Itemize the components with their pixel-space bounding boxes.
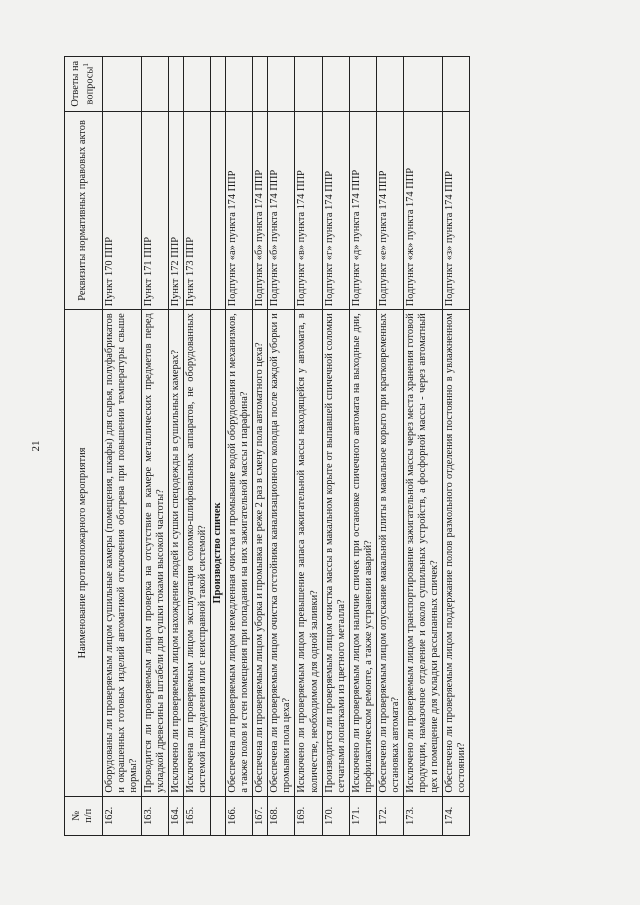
row-measure: Обеспечено ли проверяемым лицом опускание макальной плиты в макальное корыто при кратковременных остановках автомата? — [376, 310, 403, 796]
row-answer — [183, 57, 210, 112]
row-answer — [376, 57, 403, 112]
row-answer — [322, 57, 349, 112]
row-answer — [443, 57, 470, 112]
row-number: 168. — [268, 796, 295, 835]
row-measure: Обеспечена ли проверяемым лицом немедленная очистка и промывание водой оборудования и механизмов, а также полов и стен помещения при попадании на них зажигательной массы и парафина? — [226, 310, 253, 796]
row-number: 171. — [349, 796, 376, 835]
section-empty-cell — [211, 796, 226, 835]
row-reference: Подпункт «д» пункта 174 ППР — [349, 111, 376, 310]
row-reference: Подпункт «з» пункта 174 ППР — [443, 111, 470, 310]
row-measure: Исключено ли проверяемым лицом транспортирование зажигательной массы через места хранения готовой продукции, намазочное отделение и около сушильных устройств, а фосфорной массы - через автоматный цех и помещение для укладки рассыпанных спичек? — [403, 310, 442, 796]
row-reference: Подпункт «е» пункта 174 ППР — [376, 111, 403, 310]
row-reference: Подпункт «б» пункта 174 ППР — [253, 111, 268, 310]
row-measure: Производится ли проверяемым лицом очистка массы в макальном корыте от выпавшей спичечной соломки сетчатыми лопатками из цветного металла? — [322, 310, 349, 796]
table-row — [141, 57, 168, 836]
section-empty-cell — [211, 57, 226, 112]
table-header-row — [65, 57, 103, 836]
row-answer — [295, 57, 322, 112]
header-num: № п/п — [65, 796, 103, 835]
rows-before — [102, 57, 211, 836]
row-answer — [168, 57, 183, 112]
row-measure: Обеспечена ли проверяемым лицом уборка и промывка не реже 2 раз в смену пола автоматного цеха? — [253, 310, 268, 796]
row-reference: Пункт 171 ППР — [141, 111, 168, 310]
table-row — [376, 57, 403, 836]
table-row — [102, 57, 141, 836]
row-number: 174. — [443, 796, 470, 835]
rotated-page — [64, 56, 594, 836]
row-number: 167. — [253, 796, 268, 835]
row-number: 172. — [376, 796, 403, 835]
row-answer — [141, 57, 168, 112]
row-answer — [226, 57, 253, 112]
header-reference: Реквизиты нормативных правовых актов — [65, 111, 103, 310]
rows-after — [226, 57, 470, 836]
row-reference: Пункт 172 ППР — [168, 111, 183, 310]
table-row — [295, 57, 322, 836]
table-row — [349, 57, 376, 836]
row-reference: Подпункт «ж» пункта 174 ППР — [403, 111, 442, 310]
row-answer — [268, 57, 295, 112]
row-number: 170. — [322, 796, 349, 835]
row-number: 165. — [183, 796, 210, 835]
section-empty-cell — [211, 111, 226, 310]
row-number: 166. — [226, 796, 253, 835]
table-row — [268, 57, 295, 836]
row-measure: Исключено ли проверяемым лицом нахождение людей и сушки спецодежды в сушильных камерах? — [168, 310, 183, 796]
section-title: Производство спичек — [211, 310, 226, 796]
row-reference: Подпункт «в» пункта 174 ППР — [295, 111, 322, 310]
header-name: Наименование противопожарного мероприятия — [65, 310, 103, 796]
header-answers — [65, 57, 103, 112]
header-answers-label: Ответы на вопросы — [70, 60, 96, 107]
row-measure: Исключено ли проверяемым лицом наличие спичек при остановке спичечного автомата на выходные дни, профилактическом ремонте, а также устранении аварий? — [349, 310, 376, 796]
section-row — [211, 57, 226, 836]
row-measure: Обеспечена ли проверяемым лицом очистка отстойника канализационного колодца после каждой уборки и промывки пола цеха? — [268, 310, 295, 796]
table-row — [226, 57, 253, 836]
row-answer — [349, 57, 376, 112]
checklist-table — [64, 56, 470, 836]
table-row — [403, 57, 442, 836]
table-row — [322, 57, 349, 836]
row-measure: Исключена ли проверяемым лицом эксплуатация соломко-шлифовальных аппаратов, не оборудованных системой пылеудаления или с неисправной такой системой? — [183, 310, 210, 796]
row-answer — [102, 57, 141, 112]
page-number: 21 — [30, 440, 42, 452]
row-reference: Подпункт «б» пункта 174 ППР — [268, 111, 295, 310]
row-number: 163. — [141, 796, 168, 835]
row-number: 169. — [295, 796, 322, 835]
footnote-mark: 1 — [82, 63, 91, 67]
row-reference: Пункт 170 ППР — [102, 111, 141, 310]
row-number: 162. — [102, 796, 141, 835]
row-measure: Обеспечено ли проверяемым лицом поддержание полов размольного отделения постоянно в увлажненном состоянии? — [443, 310, 470, 796]
row-reference: Пункт 173 ППР — [183, 111, 210, 310]
row-measure: Проводится ли проверяемым лицом проверка на отсутствие в камере металлических предметов перед укладкой древесины в штабели для сушки токами высокой частоты? — [141, 310, 168, 796]
row-measure: Исключено ли проверяемым лицом превышение запаса зажигательной массы находящейся у автомата, в количестве, необходимом для одной заливки? — [295, 310, 322, 796]
row-number: 164. — [168, 796, 183, 835]
row-reference: Подпункт «г» пункта 174 ППР — [322, 111, 349, 310]
table-row — [443, 57, 470, 836]
table-row — [183, 57, 210, 836]
table-row — [253, 57, 268, 836]
row-measure: Оборудованы ли проверяемым лицом сушильные камеры (помещения, шкафы) для сырья, полуфабрикатов и окрашенных готовых изделий автоматикой отключения обогрева при повышении температуры свыше нормы? — [102, 310, 141, 796]
row-answer — [403, 57, 442, 112]
row-reference: Подпункт «а» пункта 174 ППР — [226, 111, 253, 310]
table-row — [168, 57, 183, 836]
row-answer — [253, 57, 268, 112]
row-number: 173. — [403, 796, 442, 835]
